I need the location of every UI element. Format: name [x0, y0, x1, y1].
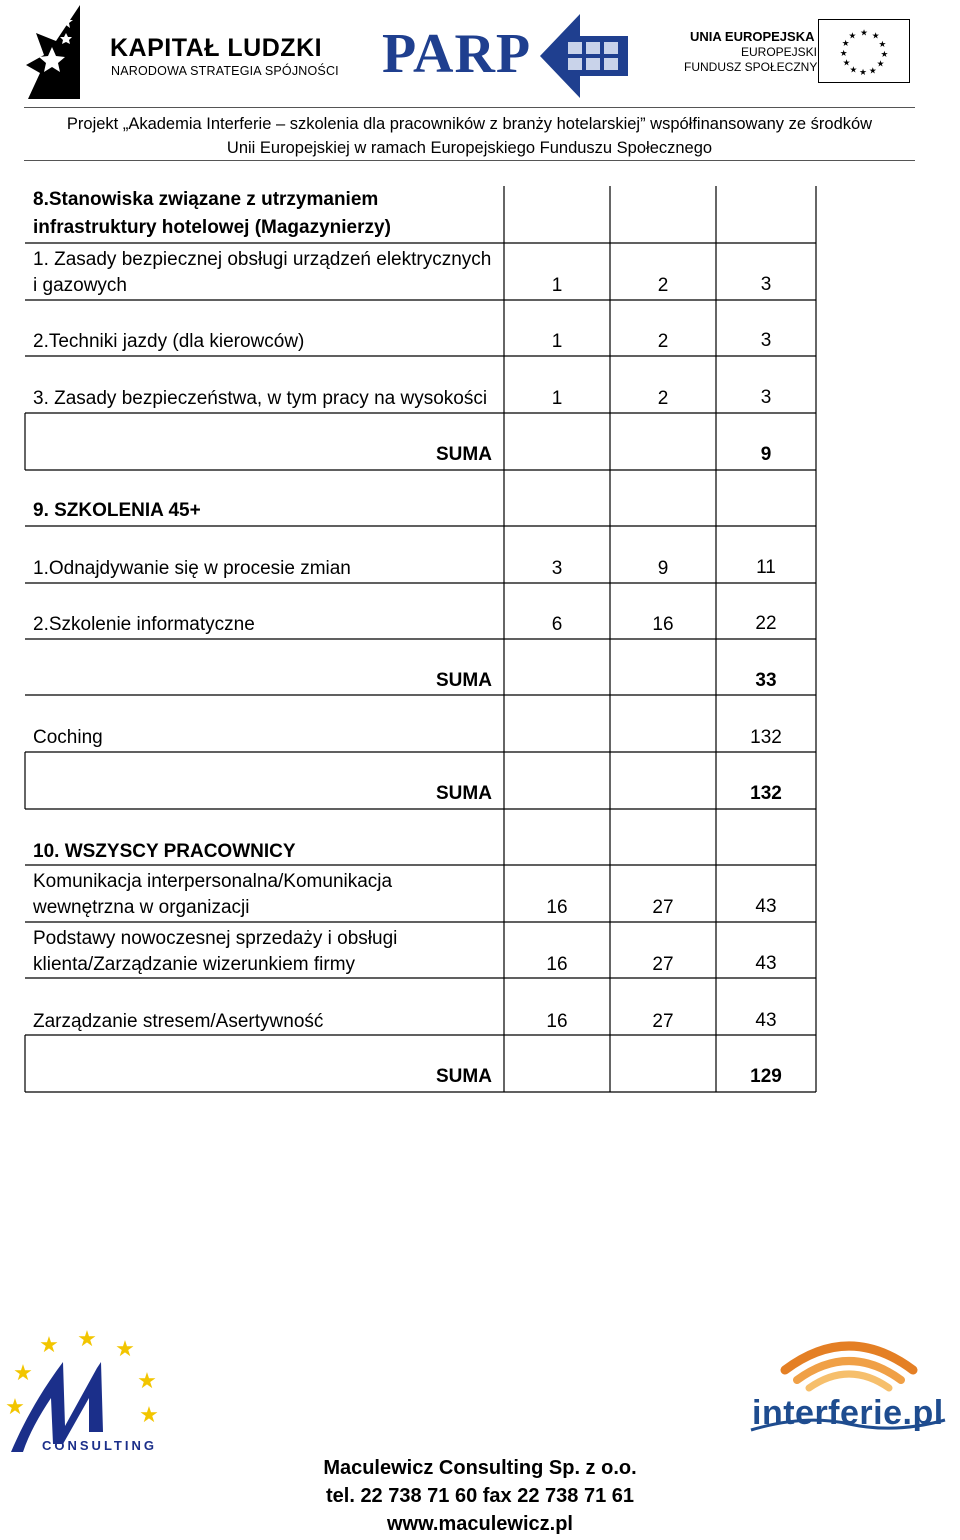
- row-2-val-a: 1: [551, 331, 563, 352]
- sum-1-value: 9: [760, 444, 772, 465]
- footer-phone: tel. 22 738 71 60 fax 22 738 71 61: [325, 1485, 635, 1507]
- eu-title: UNIA EUROPEJSKA: [690, 29, 815, 44]
- row-7-name-1: Komunikacja interpersonalna/Komunikacja: [33, 871, 393, 892]
- sum-2-label: SUMA: [436, 670, 492, 691]
- svg-text:★: ★: [5, 1394, 25, 1419]
- kapital-ludzki-title: KAPITAŁ LUDZKI: [110, 34, 323, 62]
- svg-text:★: ★: [77, 1328, 97, 1351]
- svg-text:★: ★: [859, 67, 867, 78]
- row-5-val-b: 16: [652, 614, 674, 635]
- row-4-val-b: 9: [657, 558, 669, 579]
- interferie-label: interferie.pl: [752, 1394, 944, 1432]
- row-2-val-c: 3: [760, 330, 772, 351]
- row-9-name: Zarządzanie stresem/Asertywność: [33, 1011, 324, 1032]
- svg-text:★: ★: [848, 30, 857, 41]
- svg-text:★: ★: [880, 48, 889, 59]
- row-6-val-c: 132: [750, 727, 782, 748]
- row-7-val-c: 43: [755, 896, 777, 917]
- row-2-name: 2.Techniki jazdy (dla kierowców): [33, 331, 305, 352]
- row-1-name-1: 1. Zasady bezpiecznej obsługi urządzeń elektrycznych: [33, 249, 492, 270]
- row-5-name: 2.Szkolenie informatyczne: [33, 614, 255, 635]
- svg-text:★: ★: [115, 1336, 135, 1361]
- footer-company: Maculewicz Consulting Sp. z o.o.: [323, 1457, 637, 1479]
- section-9-title: 9. SZKOLENIA 45+: [33, 500, 201, 521]
- svg-text:★: ★: [139, 1402, 159, 1427]
- project-line-2: Unii Europejskiej w ramach Europejskiego Funduszu Społecznego: [226, 139, 713, 157]
- sum-3-label: SUMA: [436, 783, 492, 804]
- section-8-title-2: infrastruktury hotelowej (Magazynierzy): [33, 217, 391, 238]
- eu-subtitle-1: EUROPEJSKI: [741, 45, 818, 59]
- sum-3-value: 132: [750, 783, 782, 804]
- row-8-val-a: 16: [546, 954, 568, 975]
- project-line-1: Projekt „Akademia Interferie – szkolenia dla pracowników z branży hotelarskiej” współfinansowany ze środków: [66, 115, 873, 133]
- row-9-val-c: 43: [755, 1010, 777, 1031]
- svg-text:★: ★: [876, 58, 885, 69]
- project-description: [24, 112, 915, 160]
- eu-flag-icon: [818, 19, 910, 83]
- svg-text:★: ★: [868, 65, 877, 76]
- svg-text:★: ★: [841, 38, 850, 49]
- kapital-ludzki-logo-icon: [22, 3, 86, 99]
- row-3-val-a: 1: [551, 388, 563, 409]
- svg-text:★: ★: [39, 1332, 59, 1357]
- row-4-val-a: 3: [551, 558, 563, 579]
- row-9-val-a: 16: [546, 1011, 568, 1032]
- svg-text:★: ★: [839, 47, 848, 58]
- consulting-label: CONSULTING: [42, 1438, 157, 1453]
- eu-subtitle-2: FUNDUSZ SPOŁECZNY: [684, 60, 818, 74]
- row-2-val-b: 2: [657, 331, 669, 352]
- sum-4-value: 129: [750, 1066, 782, 1087]
- row-1-name-2: i gazowych: [33, 275, 127, 296]
- row-3-val-b: 2: [657, 388, 669, 409]
- row-9-val-b: 27: [652, 1011, 674, 1032]
- sum-4-label: SUMA: [436, 1066, 492, 1087]
- row-7-name-2: wewnętrzna w organizacji: [33, 897, 250, 918]
- svg-text:★: ★: [878, 39, 887, 50]
- svg-text:★: ★: [842, 57, 851, 68]
- row-1-val-b: 2: [657, 275, 669, 296]
- sum-1-label: SUMA: [436, 444, 492, 465]
- row-7-val-b: 27: [652, 897, 674, 918]
- parp-logo-text: PARP: [382, 23, 532, 85]
- row-5-val-c: 22: [755, 613, 777, 634]
- row-7-val-a: 16: [546, 897, 568, 918]
- row-3-name: 3. Zasady bezpieczeństwa, w tym pracy na wysokości: [33, 388, 488, 409]
- row-6-name: Coching: [33, 727, 103, 748]
- svg-text:★: ★: [860, 27, 868, 38]
- section-8-title-1: 8.Stanowiska związane z utrzymaniem: [33, 189, 379, 210]
- row-1-val-a: 1: [551, 275, 563, 296]
- parp-arrow-icon: [528, 10, 630, 102]
- row-8-val-b: 27: [652, 954, 674, 975]
- row-8-val-c: 43: [755, 953, 777, 974]
- section-10-title: 10. WSZYSCY PRACOWNICY: [33, 841, 296, 862]
- row-1-val-c: 3: [760, 274, 772, 295]
- svg-text:★: ★: [871, 30, 880, 41]
- svg-text:★: ★: [849, 64, 858, 75]
- header-divider-bottom: [24, 160, 915, 161]
- sum-2-value: 33: [755, 670, 777, 691]
- row-8-name-2: klienta/Zarządzanie wizerunkiem firmy: [33, 954, 356, 975]
- row-4-val-c: 11: [756, 557, 776, 578]
- svg-text:★: ★: [13, 1360, 33, 1385]
- row-3-val-c: 3: [760, 387, 772, 408]
- footer-www: www.maculewicz.pl: [387, 1513, 573, 1535]
- header-divider-top: [24, 107, 915, 108]
- svg-text:★: ★: [137, 1368, 157, 1393]
- row-4-name: 1.Odnajdywanie się w procesie zmian: [33, 558, 351, 579]
- kapital-ludzki-subtitle: NARODOWA STRATEGIA SPÓJNOŚCI: [111, 64, 339, 78]
- row-5-val-a: 6: [551, 614, 563, 635]
- row-8-name-1: Podstawy nowoczesnej sprzedaży i obsługi: [33, 928, 398, 949]
